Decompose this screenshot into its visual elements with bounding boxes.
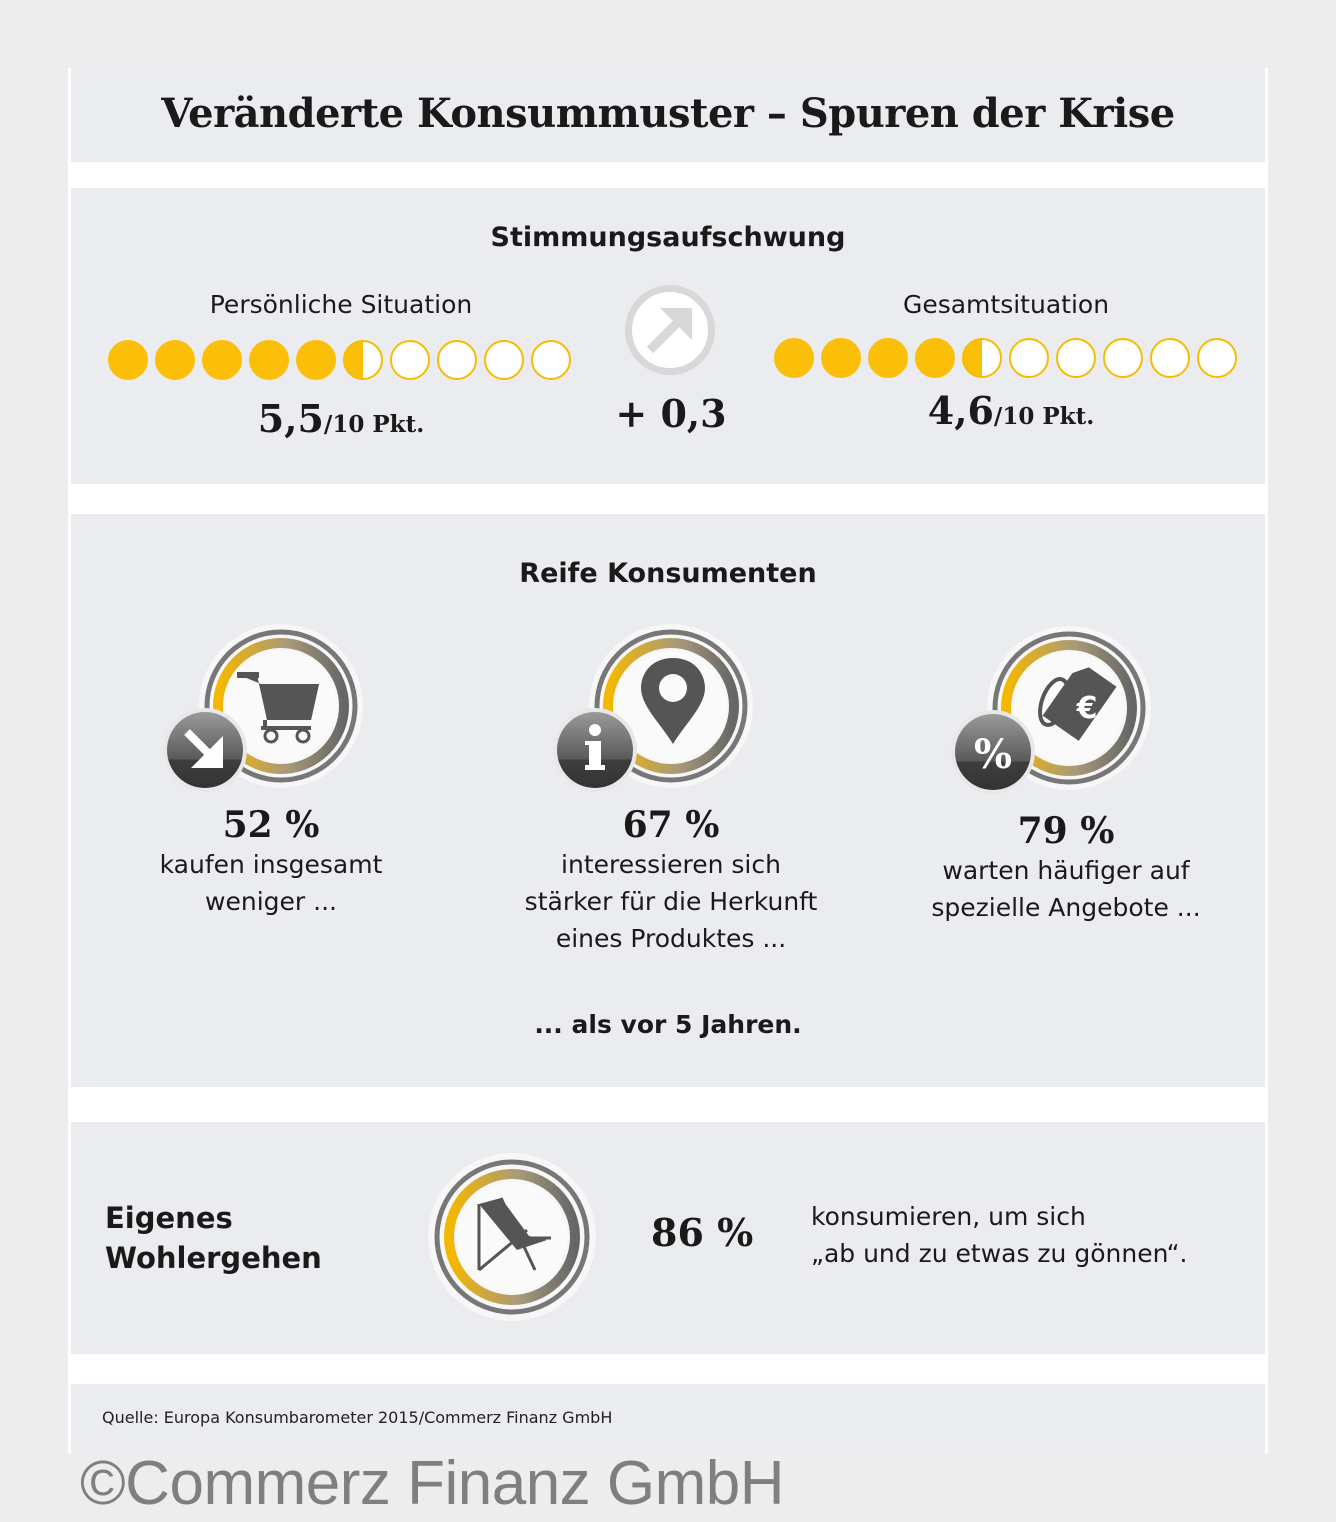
shopping-cart-icon (161, 620, 371, 800)
source-note: Quelle: Europa Konsumbarometer 2015/Commerz Finanz GmbH (102, 1408, 613, 1427)
wellbeing-percentage: 86 % (651, 1210, 754, 1255)
stat-description-line: stärker für die Herkunft (524, 887, 818, 916)
comparison-note: ... als vor 5 Jahren. (534, 1010, 802, 1039)
overall-rating-dots (774, 338, 1237, 378)
personal-score-value: 5,5 (257, 396, 324, 441)
rating-dot-full (915, 338, 955, 378)
stat-item-wait-offers (891, 810, 1241, 926)
rating-dot-empty (390, 340, 430, 380)
rating-dot-empty (437, 340, 477, 380)
personal-rating-dots (108, 340, 571, 380)
personal-score-suffix: /10 Pkt. (323, 411, 425, 438)
stat-description-line: eines Produktes ... (555, 924, 787, 953)
wellbeing-section (71, 1122, 1265, 1354)
stat-description-line: kaufen insgesamt (159, 850, 383, 879)
price-tag-euro-icon (949, 622, 1159, 802)
map-pin-icon (551, 620, 761, 800)
rating-dot-half (962, 338, 1002, 378)
copyright-watermark: ©Commerz Finanz GmbH (80, 1449, 785, 1518)
deck-chair-icon (427, 1152, 597, 1322)
rating-dot-empty (531, 340, 571, 380)
stat-percentage: 52 % (222, 804, 320, 846)
stat-description-line: warten häufiger auf (942, 856, 1190, 885)
svg-text:€: € (1076, 691, 1098, 726)
title-panel (71, 68, 1265, 162)
page-title: Veränderte Konsummuster – Spuren der Krise (161, 90, 1175, 137)
stat-description-line: interessieren sich (561, 850, 781, 879)
rating-dot-empty (1009, 338, 1049, 378)
stat-description-line: weniger ... (205, 887, 337, 916)
section-title-mature: Reife Konsumenten (519, 558, 817, 589)
rating-dot-empty (484, 340, 524, 380)
stat-item-origin-interest (491, 804, 851, 957)
rating-dot-empty (1103, 338, 1143, 378)
overall-score-value: 4,6 (927, 388, 994, 433)
wellbeing-label-line: Eigenes (105, 1201, 233, 1235)
mature-consumers-section (71, 514, 1265, 1087)
personal-situation-label: Persönliche Situation (209, 290, 473, 319)
rating-dot-empty (1197, 338, 1237, 378)
infographic-card (68, 68, 1268, 1454)
rating-dot-empty (1056, 338, 1096, 378)
mood-delta: + 0,3 (615, 391, 727, 436)
rating-dot-full (296, 340, 336, 380)
stat-description-line: spezielle Angebote ... (931, 893, 1201, 922)
personal-score (171, 396, 511, 441)
rating-dot-half (343, 340, 383, 380)
overall-situation-label: Gesamtsituation (902, 290, 1110, 319)
rating-dot-full (249, 340, 289, 380)
section-title-mood: Stimmungsaufschwung (490, 222, 846, 253)
source-panel (71, 1384, 1265, 1454)
overall-score-suffix: /10 Pkt. (993, 403, 1095, 430)
wellbeing-description (811, 1198, 1188, 1272)
stat-percentage: 79 % (1017, 810, 1115, 852)
rating-dot-full (821, 338, 861, 378)
stat-percentage: 67 % (622, 804, 720, 846)
wellbeing-label-line: Wohlergehen (105, 1241, 322, 1275)
wellbeing-description-line: konsumieren, um sich (811, 1202, 1086, 1231)
arrow-up-right-icon (625, 285, 715, 375)
mood-section (71, 188, 1265, 484)
rating-dot-empty (1150, 338, 1190, 378)
rating-dot-full (108, 340, 148, 380)
stat-item-buy-less (111, 804, 431, 920)
rating-dot-full (868, 338, 908, 378)
rating-dot-full (202, 340, 242, 380)
wellbeing-description-line: „ab und zu etwas zu gönnen“. (811, 1239, 1188, 1268)
svg-text:%: % (973, 731, 1013, 778)
rating-dot-full (155, 340, 195, 380)
overall-score (841, 388, 1181, 433)
rating-dot-full (774, 338, 814, 378)
wellbeing-label (105, 1198, 322, 1278)
